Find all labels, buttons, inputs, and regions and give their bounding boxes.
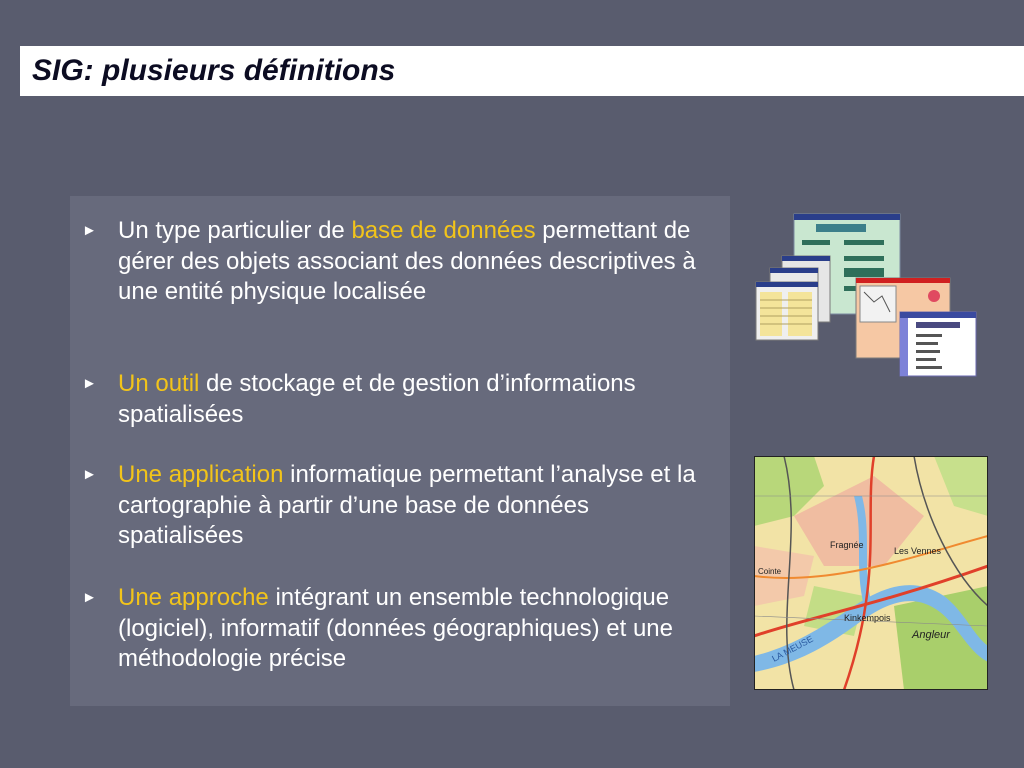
map-label-la-meuse: LA MEUSE bbox=[770, 633, 815, 664]
bullet-arrow-icon: ► bbox=[82, 375, 97, 392]
title-bar bbox=[20, 46, 1024, 96]
bullet-text bbox=[118, 369, 718, 430]
bullet-arrow-icon: ► bbox=[82, 222, 97, 239]
map-label-cointe: Cointe bbox=[758, 567, 782, 576]
bullet-text bbox=[118, 460, 718, 552]
bullet-rest: permettant de gérer des objets associant des données descriptives à une entité physique localisée bbox=[118, 217, 696, 305]
map-label-angleur: Angleur bbox=[912, 629, 950, 641]
bullet-lead: Un type particulier de bbox=[118, 217, 352, 244]
bullet-highlight: Une approche bbox=[118, 584, 269, 611]
slide-title: SIG: plusieurs définitions bbox=[32, 54, 396, 87]
bullet-highlight: Une application bbox=[118, 461, 284, 488]
bullet-rest: intégrant un ensemble technologique (logiciel), informatif (données géographiques) et une méthodologie précise bbox=[118, 584, 673, 672]
bullet-arrow-icon: ► bbox=[82, 466, 97, 483]
topographic-map-image bbox=[754, 456, 988, 690]
bullet-rest: informatique permettant l’analyse et la cartographie à partir d’une base de données spatialisées bbox=[118, 461, 696, 549]
bullet-text bbox=[118, 216, 718, 308]
bullet-text bbox=[118, 583, 718, 675]
table-window-screenshot bbox=[756, 256, 830, 340]
content-box bbox=[70, 196, 730, 706]
map-label-kinkempois: Kinkempois bbox=[844, 613, 891, 623]
bullet-highlight: Un outil bbox=[118, 370, 200, 397]
map-label-les-vennes: Les Vennes bbox=[894, 546, 942, 556]
bullet-highlight: base de données bbox=[351, 217, 536, 244]
map-label-fragnee: Fragnée bbox=[830, 540, 864, 550]
software-screenshots-image bbox=[754, 212, 979, 378]
bullet-arrow-icon: ► bbox=[82, 589, 97, 606]
dialog-window-screenshot bbox=[900, 312, 976, 376]
bullet-rest: de stockage et de gestion d’informations spatialisées bbox=[118, 370, 636, 428]
